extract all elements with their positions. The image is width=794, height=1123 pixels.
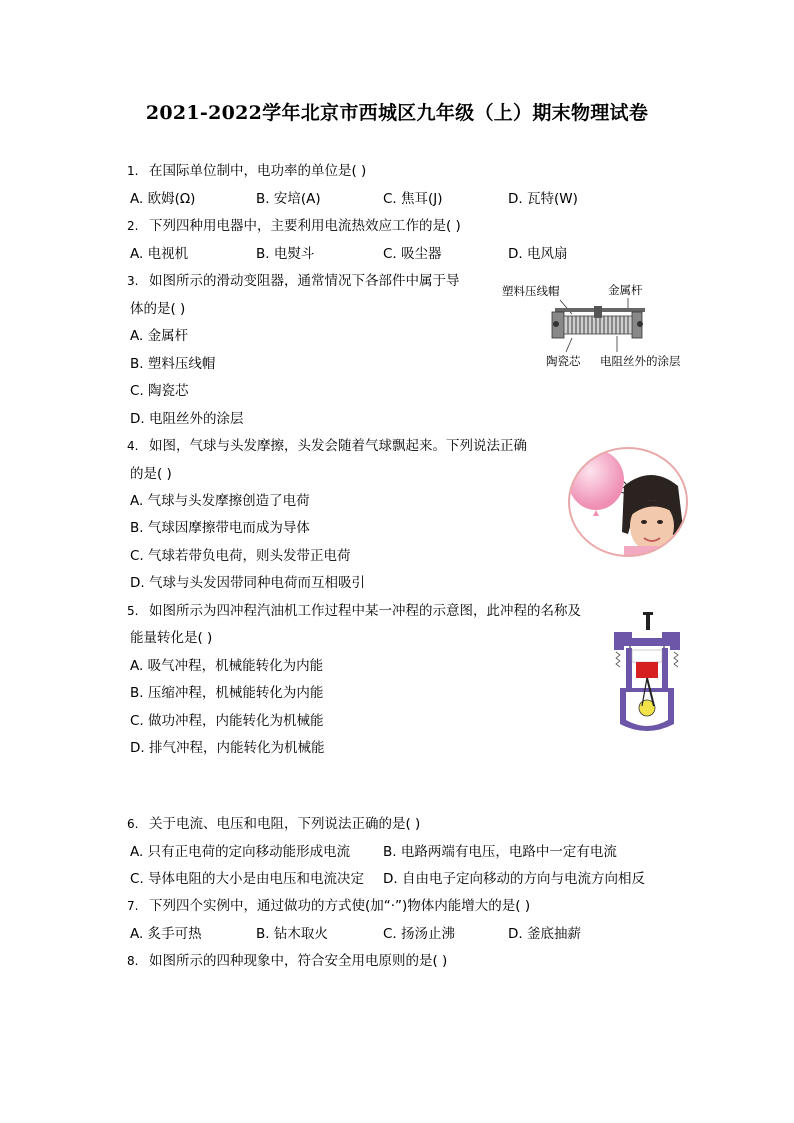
option-c: C. 吸尘器	[383, 246, 442, 262]
question-3	[127, 272, 460, 290]
option-c: C. 扬汤止沸	[383, 926, 456, 942]
question-stem-cont: 的是( )	[130, 466, 172, 482]
option-d: D. 瓦特(W)	[508, 191, 578, 207]
question-stem: 如图所示的滑动变阻器，通常情况下各部件中属于导	[149, 273, 460, 289]
question-stem: 如图所示为四冲程汽油机工作过程中某一冲程的示意图，此冲程的名称及	[149, 603, 581, 619]
question-8	[127, 952, 447, 970]
question-number: 3.	[127, 274, 139, 288]
rheostat-drawing	[500, 280, 700, 375]
option-c: C. 导体电阻的大小是由电压和电流决定	[130, 871, 365, 887]
option-d: D. 气球与头发因带同种电荷而互相吸引	[130, 575, 365, 591]
option-b: B. 塑料压线帽	[130, 356, 216, 372]
option-c: C. 陶瓷芯	[130, 383, 189, 399]
option-a: A. 只有正电荷的定向移动能形成电流	[130, 844, 351, 860]
option-d: D. 电阻丝外的涂层	[130, 411, 244, 427]
option-b: B. 电路两端有电压，电路中一定有电流	[383, 844, 617, 860]
option-b: B. 气球因摩擦带电而成为导体	[130, 520, 310, 536]
page-title: 2021-2022学年北京市西城区九年级（上）期末物理试卷	[145, 102, 649, 124]
option-a: A. 金属杆	[130, 328, 189, 344]
option-a: A. 炙手可热	[130, 926, 202, 942]
option-b: B. 安培(A)	[256, 191, 321, 207]
question-5	[127, 602, 581, 620]
question-2	[127, 217, 461, 235]
question-number: 2.	[127, 219, 139, 233]
question-number: 4.	[127, 439, 139, 453]
option-b: B. 压缩冲程，机械能转化为内能	[130, 685, 324, 701]
question-stem: 在国际单位制中，电功率的单位是( )	[149, 163, 367, 179]
option-c: C. 做功冲程，内能转化为机械能	[130, 713, 324, 729]
question-number: 7.	[127, 899, 139, 913]
option-a: A. 吸气冲程，机械能转化为内能	[130, 658, 324, 674]
question-stem: 如图，气球与头发摩擦，头发会随着气球飘起来。下列说法正确	[149, 438, 527, 454]
option-a: A. 电视机	[130, 246, 189, 262]
question-stem-cont: 体的是( )	[130, 301, 186, 317]
question-stem: 下列四种用电器中，主要利用电流热效应工作的是( )	[149, 218, 461, 234]
question-number: 1.	[127, 164, 139, 178]
balloon-hair-photo	[566, 446, 690, 558]
rheostat-figure	[500, 280, 700, 375]
balloon-hair-figure	[566, 446, 690, 558]
question-stem: 下列四个实例中，通过做功的方式使(加“·”)物体内能增大的是( )	[149, 898, 531, 914]
question-number: 8.	[127, 954, 139, 968]
question-1	[127, 162, 366, 180]
label-core: 陶瓷芯	[546, 354, 581, 368]
option-d: D. 电风扇	[508, 246, 568, 262]
label-cap: 塑料压线帽	[502, 284, 560, 298]
option-d: D. 釜底抽薪	[508, 926, 581, 942]
engine-diagram	[610, 612, 684, 736]
question-stem: 关于电流、电压和电阻，下列说法正确的是( )	[149, 816, 421, 832]
option-d: D. 自由电子定向移动的方向与电流方向相反	[383, 871, 645, 887]
question-7	[127, 897, 530, 915]
option-c: C. 焦耳(J)	[383, 191, 443, 207]
option-d: D. 排气冲程，内能转化为机械能	[130, 740, 325, 756]
label-rod: 金属杆	[608, 283, 643, 297]
option-a: A. 气球与头发摩擦创造了电荷	[130, 493, 310, 509]
question-stem-cont: 能量转化是( )	[130, 630, 213, 646]
label-coating: 电阻丝外的涂层	[600, 354, 681, 368]
engine-figure	[610, 612, 684, 736]
option-c: C. 气球若带负电荷，则头发带正电荷	[130, 548, 351, 564]
question-6	[127, 815, 420, 833]
question-number: 6.	[127, 817, 139, 831]
option-a: A. 欧姆(Ω)	[130, 191, 196, 207]
option-b: B. 钻木取火	[256, 926, 328, 942]
question-4	[127, 437, 527, 455]
question-stem: 如图所示的四种现象中，符合安全用电原则的是( )	[149, 953, 448, 969]
option-b: B. 电熨斗	[256, 246, 315, 262]
question-number: 5.	[127, 604, 139, 618]
